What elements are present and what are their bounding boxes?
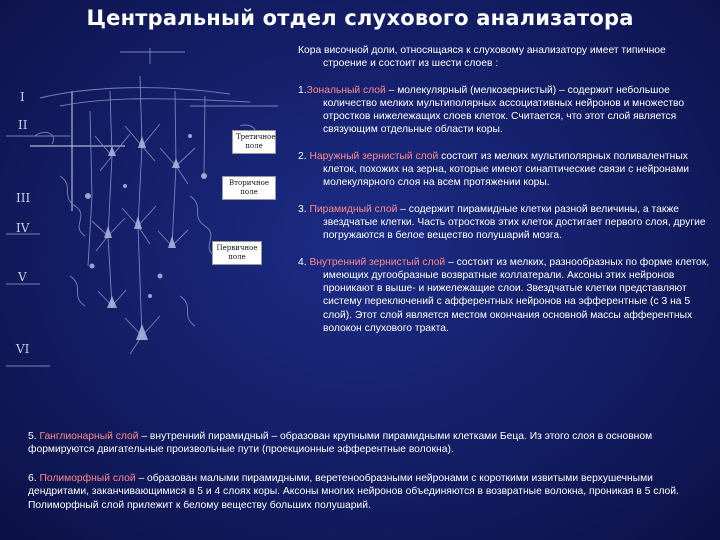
cortex-layers-figure bbox=[0, 36, 295, 376]
layer-item-4 bbox=[298, 256, 711, 336]
layer-item-6 bbox=[28, 472, 706, 512]
layers-description bbox=[298, 44, 711, 348]
layer-numeral-5: V bbox=[18, 270, 27, 284]
intro-paragraph: Кора височной доли, относящаяся к слуховому анализатору имеет типичное строение и состоит из шести слоев : bbox=[298, 45, 666, 70]
layer-numeral-3: III bbox=[16, 191, 31, 205]
secondary-field-label: Вторичное поле bbox=[222, 176, 276, 200]
layer-numeral-6: VI bbox=[16, 342, 30, 356]
layer-item-number: 4. bbox=[298, 256, 310, 268]
layer-term: Ганглионарный слой bbox=[39, 431, 139, 442]
layer-item-5 bbox=[28, 430, 706, 457]
layer-numeral-1: I bbox=[20, 90, 25, 104]
layer-description: состоит из мелких мультиполярных поливалентных клеток, похожих на зерна, которые имеют синаптические связи с нейронами молекулярного слоя на всем протяжении коры. bbox=[323, 150, 690, 189]
layer-description: – внутренний пирамидный – образован крупными пирамидными клетками Беца. Из этого слоя в основном формируются двигательные произвольные пути (проекционные эфферентные волокна). bbox=[28, 431, 653, 456]
layer-item-number: 6. bbox=[28, 473, 40, 484]
layer-term: Наружный зернистый слой bbox=[309, 150, 439, 162]
layer-item-3 bbox=[298, 203, 711, 243]
neuron-drawing bbox=[0, 36, 295, 376]
layer-item-number: 5. bbox=[28, 431, 40, 442]
slide-title: Центральный отдел слухового анализатора bbox=[86, 6, 634, 30]
layer-term: Зональный слой bbox=[306, 84, 386, 96]
layer-item-number: 1. bbox=[298, 84, 307, 96]
primary-field-label: Первичное поле bbox=[212, 241, 262, 265]
layer-term: Внутренний зернистый слой bbox=[309, 256, 446, 268]
layer-term: Пирамидный слой bbox=[309, 203, 398, 215]
layer-term: Полиморфный слой bbox=[39, 473, 136, 484]
layer-description: – состоит из мелких, разнообразных по форме клеток, имеющих дугообразные возвратные коллатерали. Аксоны этих нейронов проникают в выше- и нижележащие слои. Звездчатые клетки представляют систему переключений с афферентных нейронов на эфферентные (с 3 на 5 слой). Этот слой является местом окончания основной массы афферентных волокон слухового тракта. bbox=[323, 256, 710, 335]
layer-numeral-2: II bbox=[18, 118, 28, 132]
layer-item-number: 2. bbox=[298, 150, 310, 162]
layer-item-1 bbox=[298, 84, 711, 137]
layer-item-number: 3. bbox=[298, 203, 310, 215]
layer-numeral-4: IV bbox=[16, 221, 30, 235]
layer-description: – образован малыми пирамидными, веретенообразными нейронами с короткими извитыми верхушечными дендритами, заканчивающимися в 5 и 4 слоях коры. Аксоны многих нейронов объединяются в возвратные волокна, проникая в 5 слой. Полиморфный слой прилежит к белому веществу больших полушарий. bbox=[28, 473, 679, 511]
layer-item-2 bbox=[298, 150, 711, 190]
tertiary-field-label: Третичное поле bbox=[232, 130, 276, 154]
layer-description: – молекулярный (мелкозернистый) – содержит небольшое количество мелких мультиполярных ассоциативных нейронов и множество отростков нижележащих слоев клеток. Считается, что этот слой является связующим отдельные области коры. bbox=[323, 84, 685, 136]
layer-description: – содержит пирамидные клетки разной величины, а также звездчатые клетки. Часть отростков этих клеток достигает первого слоя, другие погружаются в белое вещество полушарий мозга. bbox=[323, 203, 706, 242]
